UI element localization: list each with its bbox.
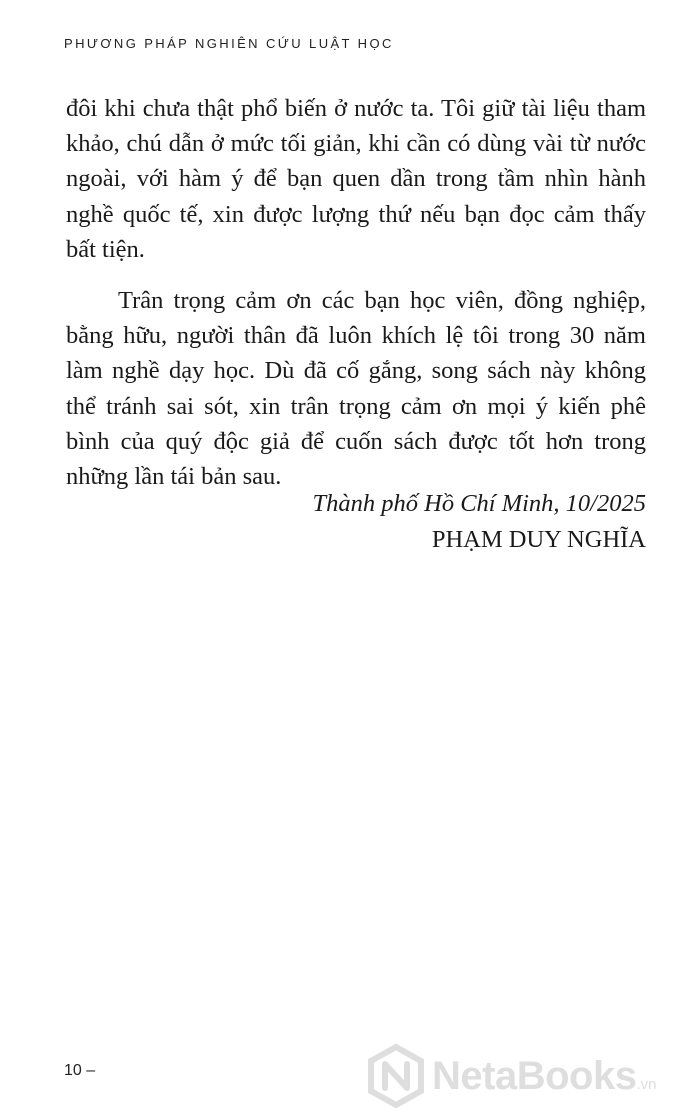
paragraph-continued: đôi khi chưa thật phổ biến ở nước ta. Tôi giữ tài liệu tham khảo, chú dẫn ở mức tối giản, khi cần có dùng vài từ nước ngoài, với hàm ý để bạn quen dần trong tầm nhìn hành nghề quốc tế, xin được lượng thứ nếu bạn đọc cảm thấy bất tiện. [66, 95, 646, 263]
author-name: PHẠM DUY NGHĨA [431, 526, 646, 553]
body-text [66, 91, 646, 494]
place-date: Thành phố Hồ Chí Minh, 10/2025 [312, 490, 646, 517]
watermark-suffix: .vn [636, 1076, 657, 1093]
watermark-brand: NetaBooks [432, 1054, 637, 1098]
paragraph-acknowledgements: Trân trọng cảm ơn các bạn học viên, đồng nghiệp, bằng hữu, người thân đã luôn khích lệ tôi trong 30 năm làm nghề dạy học. Dù đã cố gắng, song sách này không thể tránh sai sót, xin trân trọng cảm ơn mọi ý kiến phê bình của quý độc giả để cuốn sách được tốt hơn trong những lần tái bản sau. [66, 287, 646, 491]
running-header: PHƯƠNG PHÁP NGHIÊN CỨU LUẬT HỌC [64, 36, 394, 51]
watermark [368, 1044, 694, 1108]
netabooks-logo-icon [368, 1044, 424, 1108]
signature-block [126, 486, 646, 558]
watermark-text [432, 1054, 656, 1099]
page-number: 10 – [64, 1062, 96, 1079]
